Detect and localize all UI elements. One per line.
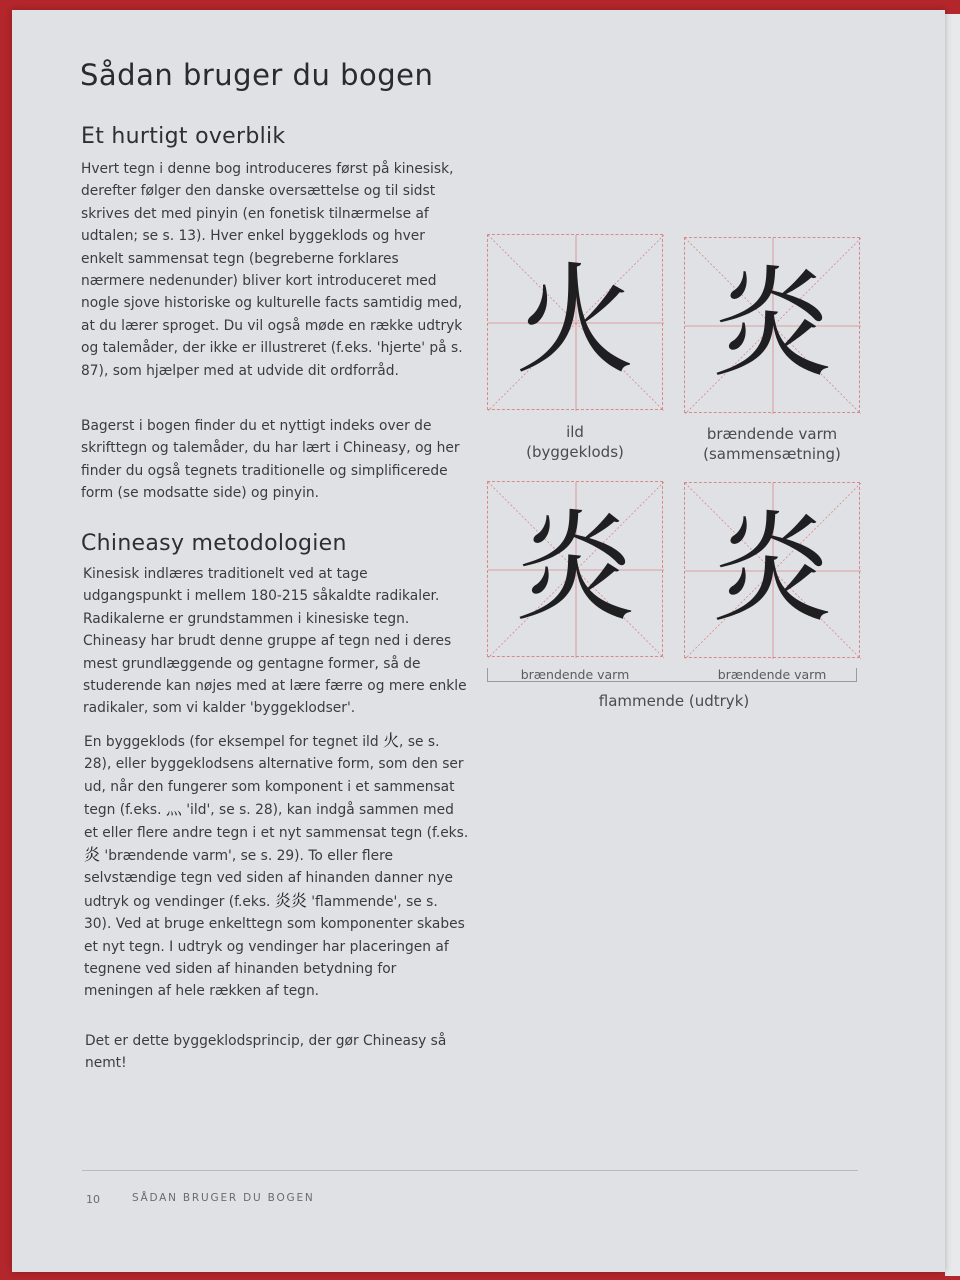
character-card-yan: [684, 237, 860, 413]
character-card-fire: [487, 234, 663, 410]
text-run: 'flammende', se s. 30). Ved at bruge enkelttegn som komponenter skabes et nyt tegn. I udtryk og vendinger har placeringen af tegnene ved siden af hinanden betydning for meningen af hele rækken af tegn.: [84, 893, 465, 1000]
methodology-paragraph-3: Det er dette byggeklodsprincip, der gør Chineasy så nemt!: [85, 1033, 447, 1072]
card-caption: brændende varm: [717, 667, 827, 682]
hanzi-glyph: 炎: [712, 500, 832, 639]
page-title: Sådan bruger du bogen: [80, 58, 434, 92]
caption-line: (byggeklods): [526, 443, 624, 461]
footer-divider: [82, 1170, 858, 1171]
hanzi-glyph: 炎: [712, 255, 832, 394]
hanzi-fire: 火: [383, 731, 400, 750]
text-run: 'ild', se s. 28), kan indgå sammen med et eller flere andre tegn i et nyt sammensat tegn (f.eks.: [84, 802, 469, 841]
card-caption: [677, 424, 867, 464]
facing-page-edge: [945, 14, 960, 1276]
text-run: En byggeklods (for eksempel for tegnet ild: [84, 734, 384, 750]
methodology-paragraph-2: [84, 730, 469, 1003]
hanzi-yan: 炎: [84, 845, 101, 865]
methodology-paragraph-1: Kinesisk indlæres traditionelt ved at tage udgangspunkt i mellem 180-215 såkaldte radikaler. Radikalerne er grundstammen i kinesiske tegn. Chineasy har brudt denne gruppe af tegn ned i deres mest grundlæggende og gentagne former, så de studerende kan nøjes med at lære færre og mere enkle radikaler, som vi kalder 'byggeklodser'.: [83, 566, 467, 717]
page-number: 10: [86, 1193, 100, 1206]
card-caption: brændende varm: [520, 667, 630, 682]
overview-paragraph-2: Bagerst i bogen finder du et nyttigt indeks over de skrifttegn og talemåder, du har lært i Chineasy, og her finder du også tegnets traditionelle og simplificerede form (se modsatte side) og pinyin.: [81, 418, 460, 502]
hanzi-fire-radical: 灬: [165, 799, 182, 819]
caption-line: (sammensætning): [703, 445, 841, 463]
character-card-yan-phrase-2: [684, 482, 860, 658]
text-run: 'brændende varm', se s. 29). To eller flere selvstændige tegn ved siden af hinanden danner nye udtryk og vendinger (f.eks.: [84, 848, 454, 910]
caption-line: brændende varm: [706, 425, 838, 443]
hanzi-glyph: 炎: [515, 499, 635, 638]
section-heading-methodology: Chineasy metodologien: [81, 531, 347, 556]
running-title: SÅDAN BRUGER DU BOGEN: [132, 1192, 315, 1204]
section-heading-overview: Et hurtigt overblik: [81, 124, 286, 149]
hanzi-yanyan: 炎炎: [274, 890, 307, 910]
overview-paragraph-1: Hvert tegn i denne bog introduceres først på kinesisk, derefter følger den danske oversættelse og til sidst skrives det med pinyin (en fonetisk tilnærmelse af udtalen; se s. 13). Hver enkel byggeklods og hver enkelt sammensat tegn (begreberne forklares nærmere nedenunder) bliver kort introduceret med nogle sjove historiske og kulturelle facts samtidig med, at du lærer sproget. Du vil også møde en række udtryk og talemåder, der ikke er illustreret (f.eks. 'hjerte' på s. 87), som hjælper med at udvide dit ordforråd.: [81, 161, 463, 379]
card-caption: [487, 422, 663, 462]
phrase-caption: flammende (udtryk): [598, 692, 750, 710]
caption-line: ild: [566, 423, 584, 441]
phrase-bracket: [487, 668, 857, 682]
text-run: , se s. 28), eller byggeklodsens alternative form, som den ser ud, når den fungerer som komponent i et sammensat tegn (f.eks.: [84, 734, 464, 819]
character-card-yan-phrase-1: [487, 481, 663, 657]
hanzi-glyph: 火: [515, 252, 635, 391]
